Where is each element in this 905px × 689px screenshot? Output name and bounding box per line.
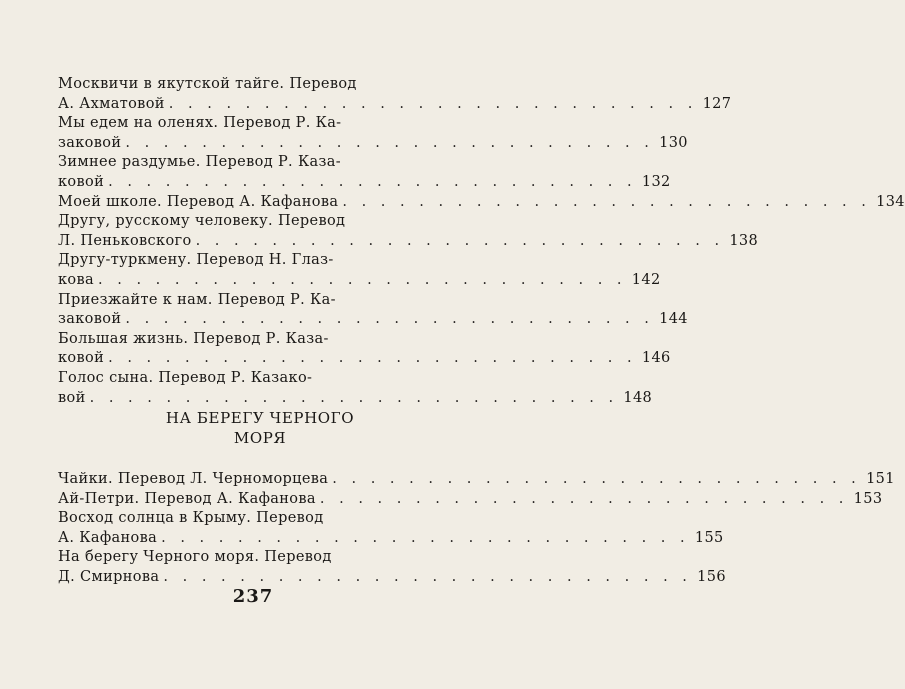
- dot-leader: . . . . . . . . . . . . . . . . . . . . . . . . . . . .: [125, 134, 654, 151]
- toc-entry-last-line: [58, 490, 883, 510]
- toc-entry-title-continuation: Д. Смирнова: [58, 568, 160, 585]
- toc-entry-title-continuation: кова: [58, 271, 95, 288]
- toc-entry-title-continuation: А. Кафанова: [58, 529, 158, 546]
- toc-page-number: 130: [659, 134, 688, 151]
- dot-leader: . . . . . . . . . . . . . . . . . . . . . . . . . . . .: [319, 490, 849, 507]
- toc-entry: [58, 212, 759, 251]
- toc-entry-last-line: [58, 232, 759, 252]
- toc-entry: [58, 490, 883, 510]
- toc-entry-title-continuation: ковой: [58, 350, 105, 367]
- toc-entry-title: Зимнее раздумье. Перевод Р. Каза-: [58, 154, 342, 171]
- toc-entry-title-continuation: вой: [58, 389, 86, 406]
- dot-leader: . . . . . . . . . . . . . . . . . . . . . . . . . . . .: [161, 529, 690, 546]
- toc-list-2: [58, 470, 895, 588]
- toc-entry-title: На берегу Черного моря. Перевод: [58, 549, 332, 566]
- toc-entry-title-continuation: А. Ахматовой: [58, 95, 165, 112]
- dot-leader: . . . . . . . . . . . . . . . . . . . . . . . . . . . .: [342, 193, 871, 210]
- toc-entry: [58, 369, 653, 408]
- toc-entry-title: Ай-Петри. Перевод А. Кафанова: [58, 490, 316, 507]
- toc-entry-last-line: [58, 529, 724, 549]
- toc-entry: [58, 193, 905, 213]
- toc-page-number: 144: [659, 311, 688, 328]
- toc-entry-title-continuation: ковой: [58, 173, 105, 190]
- toc-entry-title: Другу-туркмену. Перевод Н. Глаз-: [58, 252, 334, 269]
- dot-leader: . . . . . . . . . . . . . . . . . . . . . . . . . . . .: [168, 95, 698, 112]
- toc-page-number: 146: [641, 350, 671, 367]
- toc-entry-last-line: [58, 95, 732, 115]
- toc-entry-title: Моей школе. Перевод А. Кафанова: [58, 193, 339, 210]
- toc-entry-title: Приезжайте к нам. Перевод Р. Ка-: [58, 291, 336, 308]
- toc-entry-title: Мы едем на оленях. Перевод Р. Ка-: [58, 115, 342, 132]
- toc-entry-last-line: [58, 568, 726, 588]
- toc-entry-title: Восход солнца в Крыму. Перевод: [58, 510, 324, 527]
- toc-entry-title: Москвичи в якутской тайге. Перевод: [58, 76, 357, 92]
- toc-entry-last-line: [58, 470, 895, 490]
- toc-entry-title: Большая жизнь. Перевод Р. Каза-: [58, 330, 329, 347]
- toc-entry-last-line: [58, 134, 688, 154]
- dot-leader: . . . . . . . . . . . . . . . . . . . . . . . . . . . .: [98, 271, 627, 288]
- toc-entry: [58, 251, 661, 290]
- section-title: [100, 408, 420, 448]
- toc-page-number: 155: [694, 529, 724, 546]
- toc-page-number: 148: [623, 389, 653, 406]
- toc-entry-last-line: [58, 389, 653, 409]
- dot-leader: . . . . . . . . . . . . . . . . . . . . . . . . . . . .: [108, 173, 637, 190]
- toc-entry-last-line: [58, 349, 671, 369]
- toc-list-1: [58, 75, 905, 408]
- toc-entry-title: Голос сына. Перевод Р. Казако-: [58, 369, 313, 386]
- toc-page-number: 153: [853, 490, 883, 507]
- dot-leader: . . . . . . . . . . . . . . . . . . . . . . . . . . . .: [195, 232, 725, 249]
- toc-entry: [58, 153, 671, 192]
- toc-entry: [58, 509, 724, 548]
- dot-leader: . . . . . . . . . . . . . . . . . . . . . . . . . . . .: [125, 311, 654, 328]
- section-title-line-1: НА БЕРЕГУ ЧЕРНОГО: [165, 409, 355, 427]
- toc-entry-title-continuation: заковой: [58, 134, 122, 151]
- dot-leader: . . . . . . . . . . . . . . . . . . . . . . . . . . . .: [89, 389, 619, 406]
- dot-leader: . . . . . . . . . . . . . . . . . . . . . . . . . . . .: [332, 471, 861, 487]
- dot-leader: . . . . . . . . . . . . . . . . . . . . . . . . . . . .: [108, 350, 637, 367]
- toc-page-number: 127: [702, 95, 732, 112]
- toc-page-number: 156: [697, 568, 726, 585]
- toc-entry: [58, 330, 671, 369]
- toc-page-number: 134: [876, 193, 905, 210]
- toc-entry-title: Другу, русскому человеку. Перевод: [58, 213, 346, 230]
- toc-entry-last-line: [58, 193, 905, 213]
- toc-page-number: 151: [866, 471, 895, 487]
- toc-entry-title-continuation: Л. Пеньковского: [58, 232, 192, 249]
- toc-page-number: 132: [641, 173, 671, 190]
- toc-entry: [58, 75, 732, 114]
- toc-entry-last-line: [58, 310, 688, 330]
- section-title-line-2: МОРЯ: [233, 429, 287, 447]
- toc-entry: [58, 548, 726, 587]
- dot-leader: . . . . . . . . . . . . . . . . . . . . . . . . . . . .: [163, 568, 692, 585]
- toc-page-number: 138: [729, 232, 759, 249]
- toc-entry-last-line: [58, 271, 661, 291]
- toc-entry: [58, 470, 895, 490]
- toc-entry: [58, 291, 688, 330]
- toc-page-number: 142: [631, 271, 661, 288]
- toc-entry-title: Чайки. Перевод Л. Черноморцева: [58, 471, 329, 487]
- toc-entry-last-line: [58, 173, 671, 193]
- toc-entry: [58, 114, 688, 153]
- toc-entry-title-continuation: заковой: [58, 311, 122, 328]
- page-number: 237: [232, 586, 274, 607]
